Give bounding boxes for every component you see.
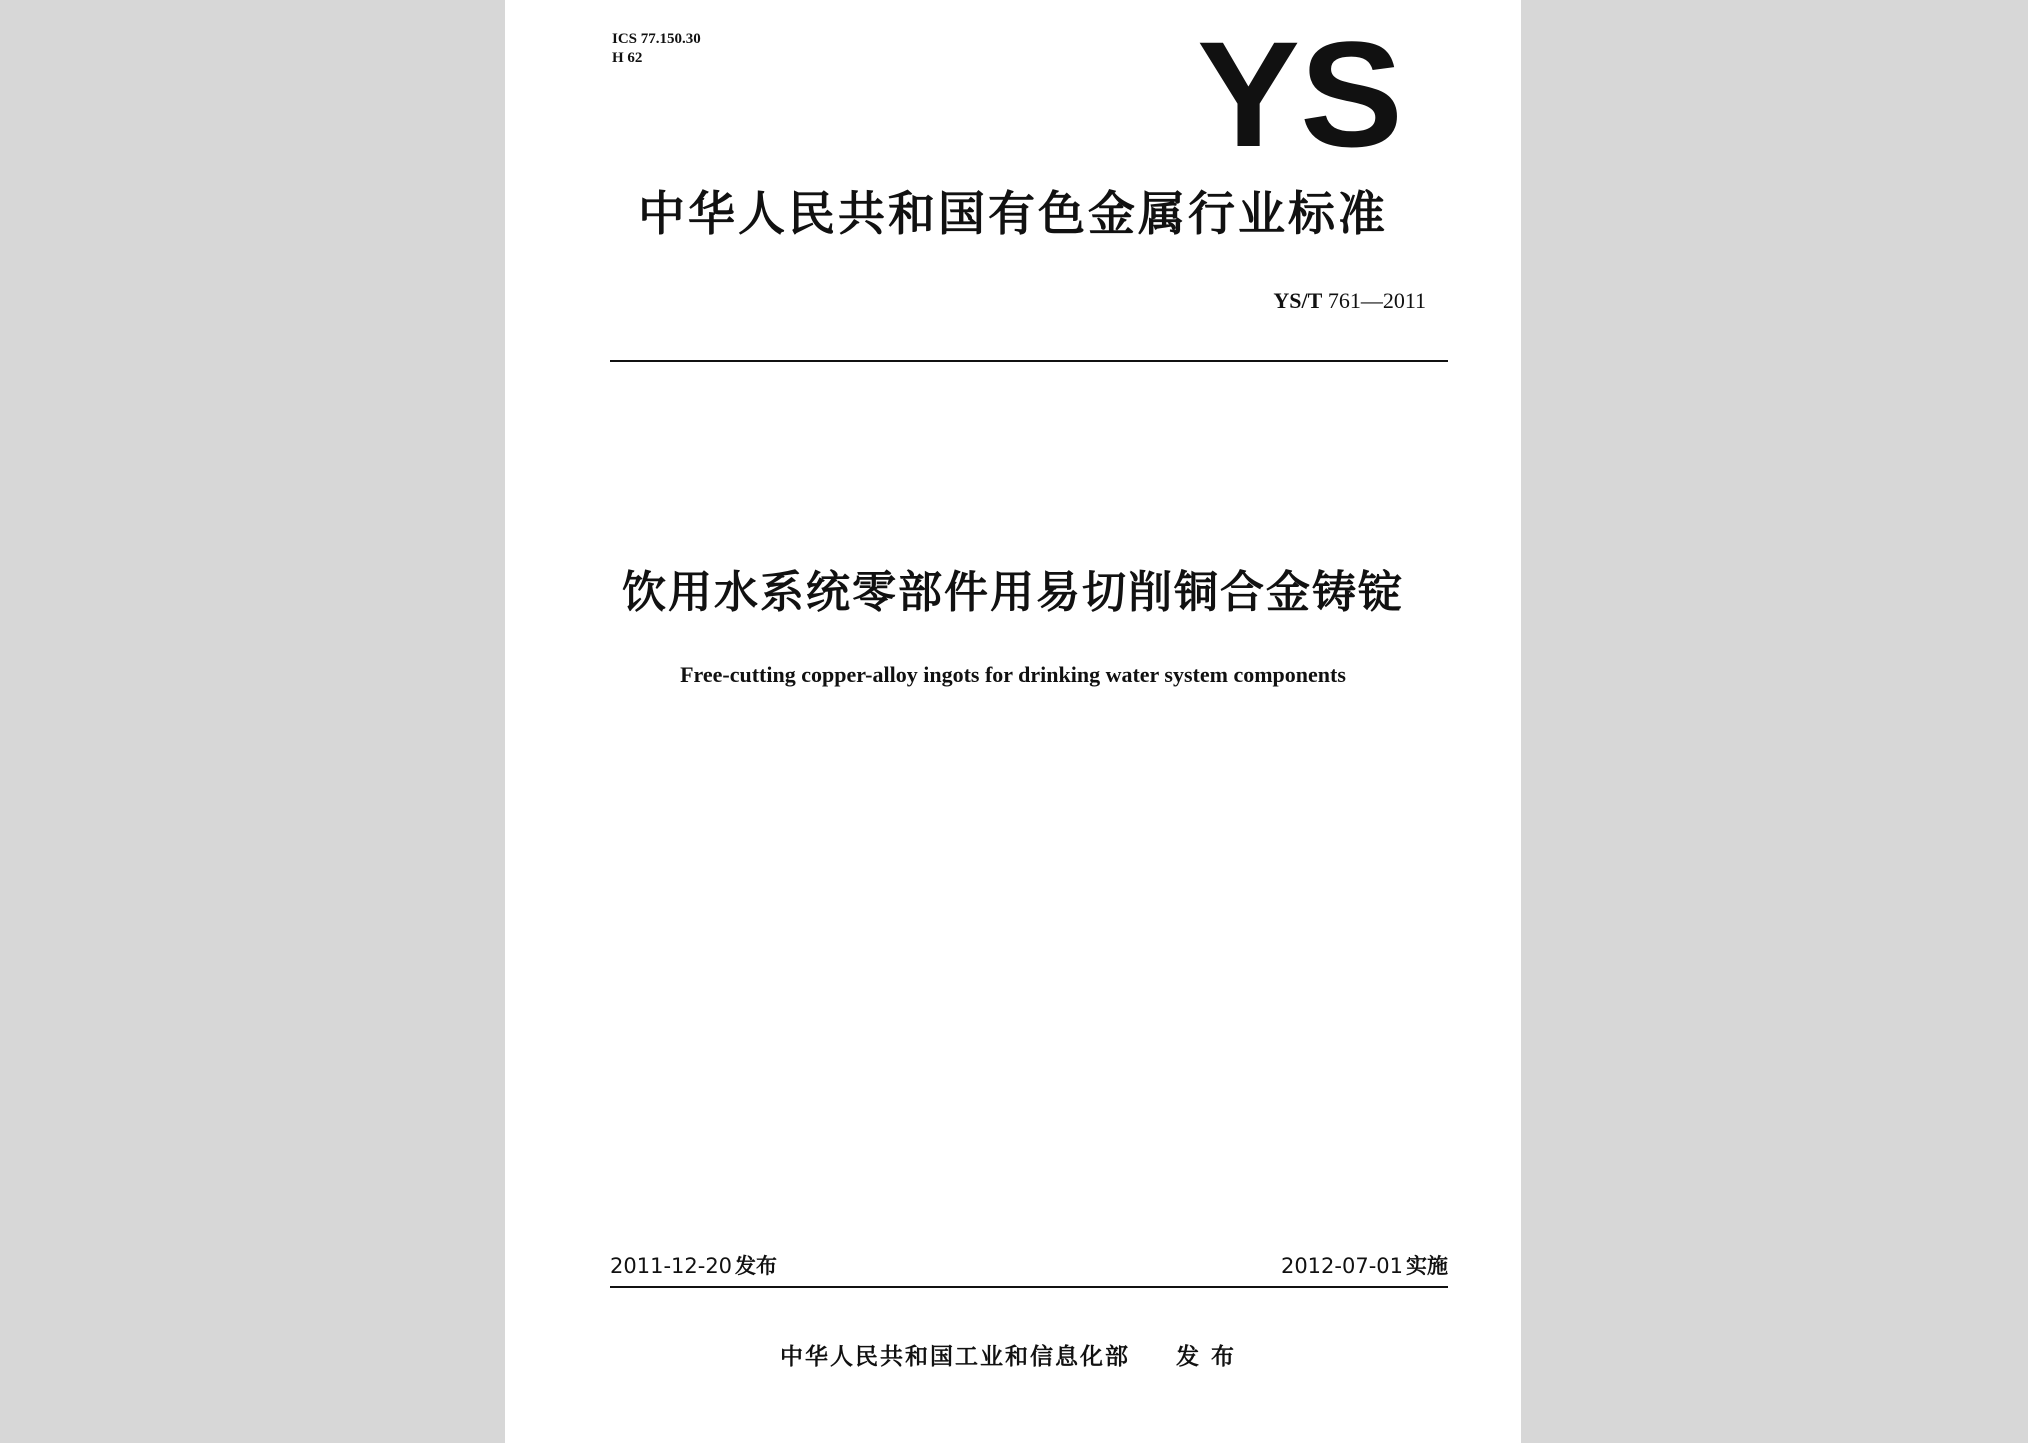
issuer-action: 发布	[1176, 1344, 1246, 1370]
document-title-en: Free-cutting copper-alloy ingots for drinking water system components	[680, 662, 1346, 687]
standard-category-title: 中华人民共和国有色金属行业标准	[638, 187, 1388, 242]
issuing-authority	[505, 1342, 1521, 1372]
standard-code-number: 761—2011	[1327, 288, 1426, 313]
ys-logo	[1193, 22, 1407, 155]
issue-date	[610, 1253, 777, 1279]
implementation-date-value: 2012-07-01	[1280, 1254, 1403, 1278]
implementation-date-label: 实施	[1406, 1254, 1448, 1278]
ccs-classification: H 62	[612, 50, 643, 66]
standard-code	[1273, 288, 1426, 314]
implementation-date	[1281, 1253, 1448, 1279]
ics-classification: ICS 77.150.30	[612, 31, 701, 47]
standard-cover-page	[505, 0, 1521, 1443]
issue-date-label: 发布	[735, 1254, 778, 1278]
issue-date-value: 2011-12-20	[610, 1254, 733, 1278]
ys-logo-text: YS	[1197, 22, 1403, 155]
bottom-divider	[610, 1286, 1448, 1288]
issuer-name: 中华人民共和国工业和信息化部	[780, 1344, 1130, 1370]
document-title-zh: 饮用水系统零部件用易切削铜合金铸锭	[622, 567, 1404, 618]
standard-code-prefix: YS/T	[1273, 288, 1323, 313]
top-divider	[610, 360, 1448, 362]
